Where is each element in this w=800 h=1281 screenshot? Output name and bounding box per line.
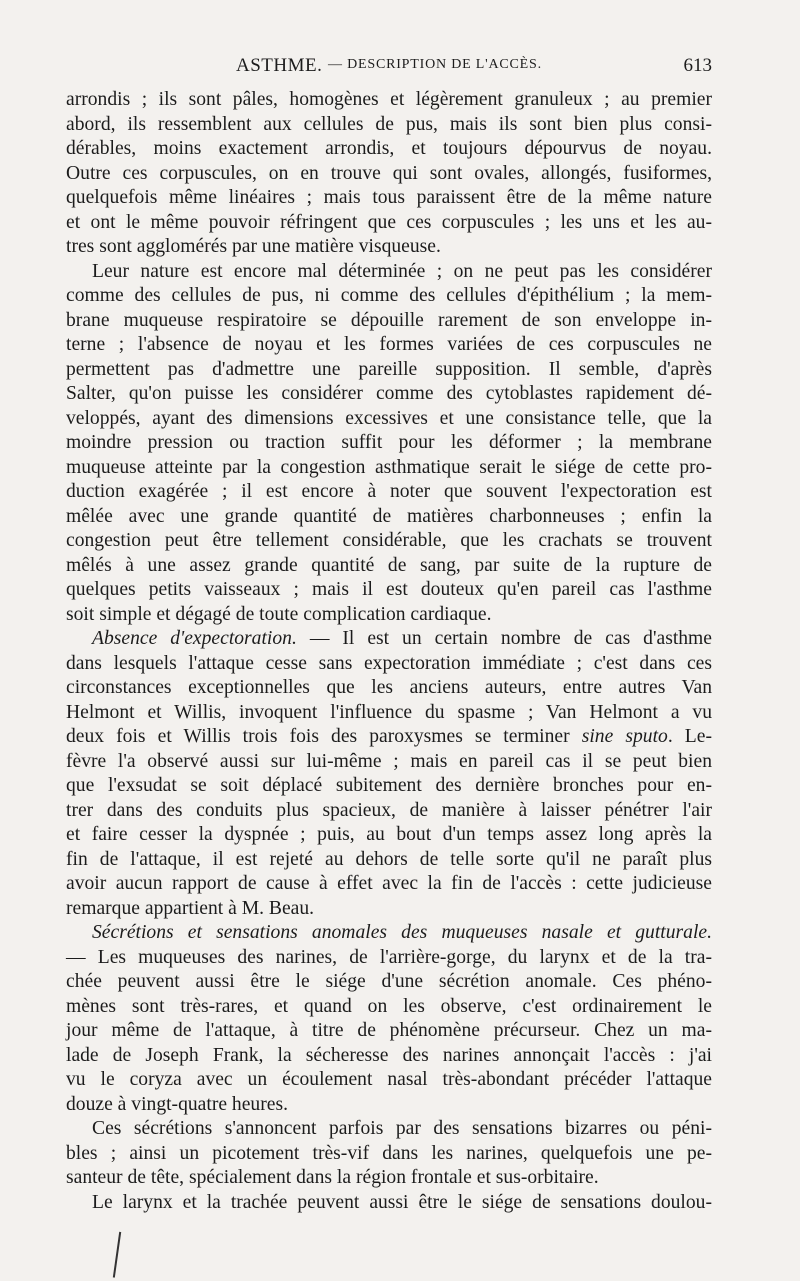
header-subtitle: — DESCRIPTION DE L'ACCÈS. <box>328 57 542 72</box>
text-line: bles ; ainsi un picotement très-vif dans les narines, quelquefois une pe- <box>66 1142 712 1164</box>
paragraph-2 <box>66 260 712 628</box>
text-line: Leur nature est encore mal déterminée ; on ne peut pas les considérer <box>92 260 712 282</box>
text-line: dans lesquels l'attaque cesse sans expectoration immédiate ; c'est dans ces <box>66 652 712 674</box>
pencil-mark <box>113 1232 125 1278</box>
text-line: vu le coryza avec un écoulement nasal très-abondant précéder l'attaque <box>66 1069 712 1090</box>
text-line: et ont le même pouvoir réfringent que ces corpuscules ; les uns et les au- <box>66 211 712 233</box>
paragraph-6 <box>66 1191 712 1216</box>
text-line: et faire cesser la dyspnée ; puis, au bout d'un temps assez long après la <box>66 824 712 845</box>
text-line: arrondis ; ils sont pâles, homogènes et légèrement granuleux ; au premier <box>66 89 712 110</box>
text-line: quelques petits vaisseaux ; mais il est douteux qu'en pareil cas l'asthme <box>66 579 712 600</box>
paragraph-5 <box>66 1117 712 1191</box>
paragraph-3 <box>66 627 712 921</box>
text-line: permettent pas d'admettre une pareille supposition. Il semble, d'après <box>66 358 712 380</box>
text-line: jour même de l'attaque, à titre de phénomène précurseur. Chez un ma- <box>66 1020 712 1041</box>
text-line: quelquefois même linéaires ; mais tous paraissent être de la même nature <box>66 187 712 208</box>
text-line: muqueuse atteinte par la congestion asthmatique serait le siége de cette pro- <box>66 456 712 478</box>
text-line: abord, ils ressemblent aux cellules de pus, mais ils sont bien plus consi- <box>66 113 712 135</box>
text-line: trer dans des conduits plus spacieux, de manière à laisser pénétrer l'air <box>66 799 712 821</box>
text-line: duction exagérée ; il est encore à noter que souvent l'expectoration est <box>66 481 712 502</box>
text-line: dérables, moins exactement arrondis, et toujours dépourvus de noyau. <box>66 138 712 159</box>
text-line: Helmont et Willis, invoquent l'influence du spasme ; Van Helmont a vu <box>66 701 712 723</box>
italic-heading-secretions: Sécrétions et sensations anomales des muqueuses nasale et gutturale. <box>92 922 712 943</box>
text-line: soit simple et dégagé de toute complication cardiaque. <box>66 603 492 625</box>
text-line: douze à vingt-quatre heures. <box>66 1093 288 1115</box>
text-line: — Les muqueuses des narines, de l'arrière-gorge, du larynx et de la tra- <box>66 946 712 968</box>
italic-heading-absence: Absence d'expectoration. <box>92 628 297 649</box>
text-line: Outre ces corpuscules, on en trouve qui sont ovales, allongés, fusiformes, <box>66 162 712 184</box>
text-line-italic-lead <box>66 627 712 652</box>
text-line: Ces sécrétions s'annoncent parfois par des sensations bizarres ou péni- <box>92 1118 712 1139</box>
italic-sine-sputo: sine sputo <box>581 726 668 747</box>
text-line: remarque appartient à M. Beau. <box>66 897 315 919</box>
text-line: avoir aucun rapport de cause à effet avec la fin de l'accès : cette judicieuse <box>66 873 712 894</box>
text-line: santeur de tête, spécialement dans la région frontale et sus-orbitaire. <box>66 1167 599 1188</box>
paragraph-1 <box>66 88 712 260</box>
text-line: circonstances exceptionnelles que les anciens auteurs, entre autres Van <box>66 677 712 698</box>
text-line: moindre pression ou traction suffit pour les déformer ; la membrane <box>66 432 712 453</box>
text-line: chée peuvent aussi être le siége d'une sécrétion anomale. Ces phéno- <box>66 971 712 992</box>
paragraph-4 <box>66 921 712 1117</box>
header-title: ASTHME. <box>236 55 323 76</box>
text-line: fin de l'attaque, il est rejeté au dehors de telle sorte qu'il ne paraît plus <box>66 848 712 870</box>
text-line: que l'exsudat se soit déplacé subitement des dernière bronches pour en- <box>66 775 712 796</box>
text-line: veloppés, ayant des dimensions excessives et une consistance telle, que la <box>66 407 712 429</box>
page-number: 613 <box>683 55 712 76</box>
text-line: comme des cellules de pus, ni comme des cellules d'épithélium ; la mem- <box>66 285 712 306</box>
text-line: tres sont agglomérés par une matière visqueuse. <box>66 236 441 257</box>
text-line: Le larynx et la trachée peuvent aussi être le siége de sensations doulou- <box>92 1191 712 1213</box>
text-line-with-italic: deux fois et Willis trois fois des paroxysmes se terminer sine sputo. Le- <box>66 726 712 747</box>
text-line: fèvre l'a observé aussi sur lui-même ; mais en pareil cas il se peut bien <box>66 750 712 772</box>
text-line: mènes sont très-rares, et quand on les observe, c'est ordinairement le <box>66 995 712 1017</box>
running-header <box>66 55 712 83</box>
text-line: terne ; l'absence de noyau et les formes variées de ces corpuscules ne <box>66 334 712 355</box>
text-line: mêlée avec une grande quantité de matières charbonneuses ; enfin la <box>66 505 712 527</box>
text-line: brane muqueuse respiratoire se dépouille rarement de son enveloppe in- <box>66 309 712 331</box>
text-line: Salter, qu'on puisse les considérer comme des cytoblastes rapidement dé- <box>66 383 712 404</box>
text-line: lade de Joseph Frank, la sécheresse des narines annonçait l'accès : j'ai <box>66 1044 712 1066</box>
body-text <box>66 88 712 1215</box>
text-fragment: — Il est un certain nombre de cas d'asthme <box>296 628 712 649</box>
text-line: mêlés à une assez grande quantité de sang, par suite de la rupture de <box>66 554 712 576</box>
text-line: congestion peut être tellement considérable, que les crachats se trouvent <box>66 530 712 551</box>
